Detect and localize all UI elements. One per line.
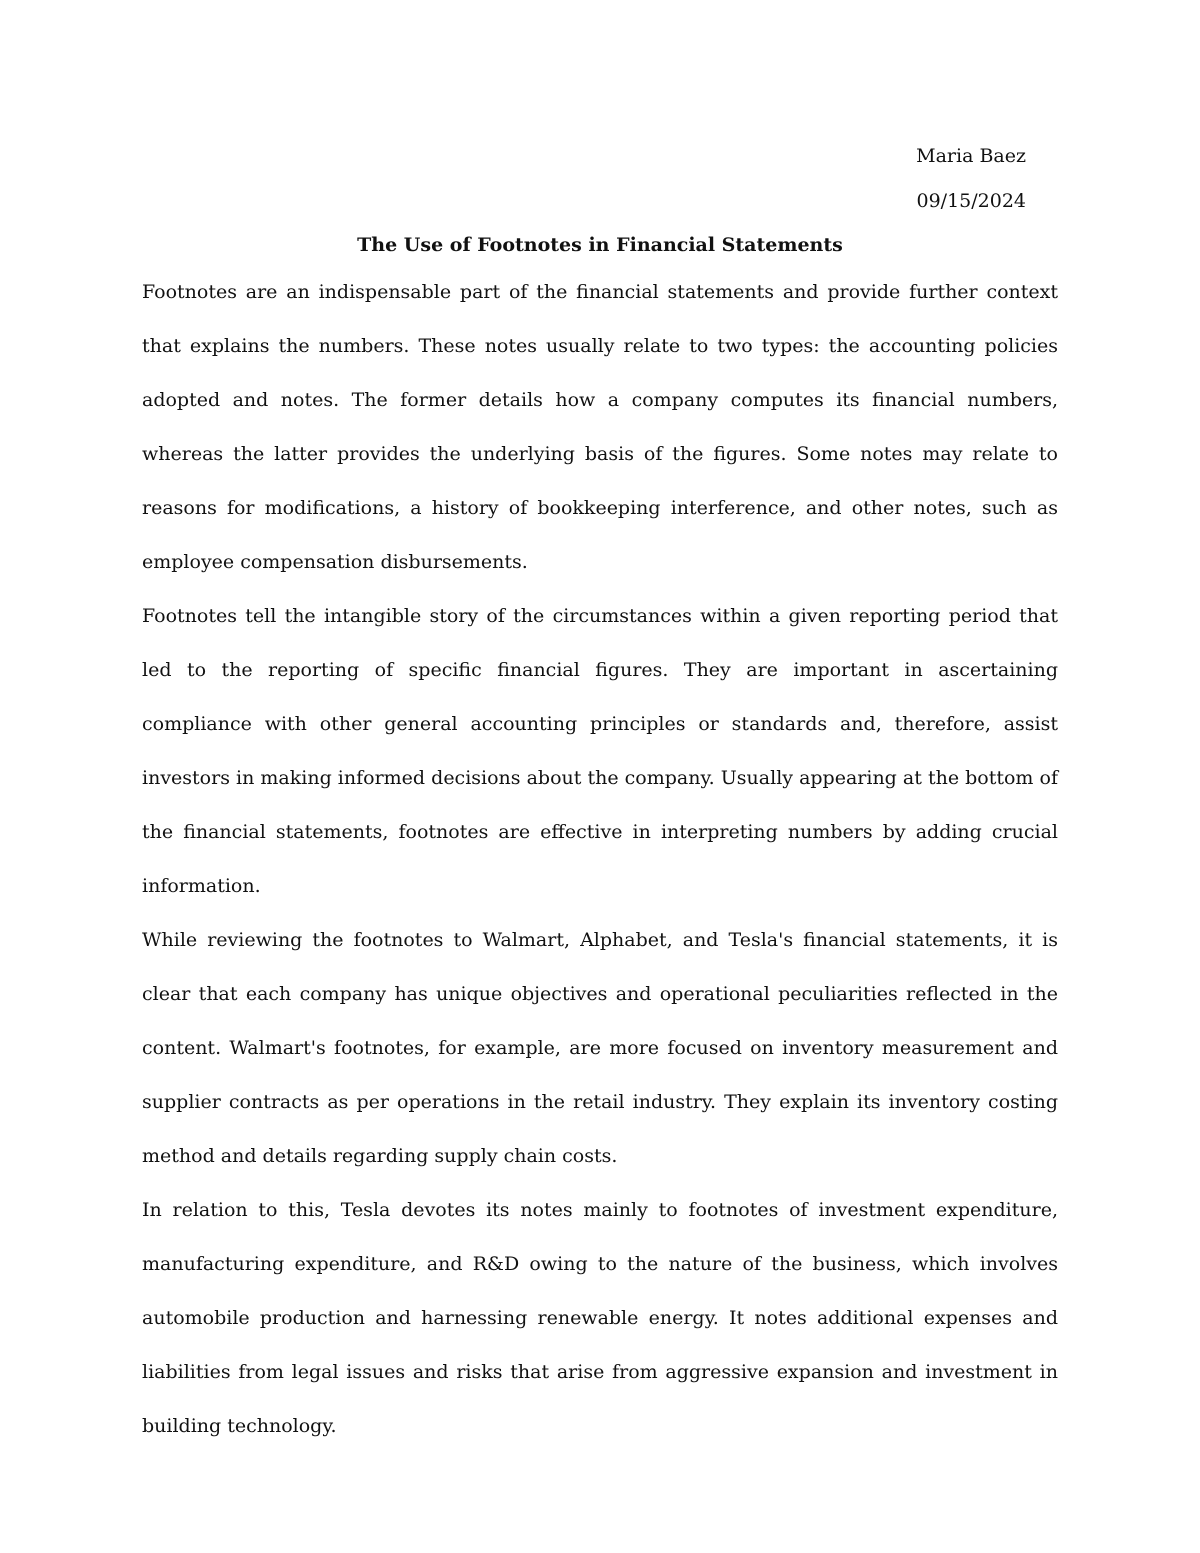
paragraph: In relation to this, Tesla devotes its notes mainly to footnotes of investment expenditure, manufacturing expenditure, and R&D owing to the nature of the business, which involves automobile production and harnessing renewable energy. It notes additional expenses and liabilities from legal issues and risks that arise from aggressive expansion and investment in building technology. — [142, 1199, 1058, 1437]
paragraph: Footnotes tell the intangible story of the circumstances within a given reporting period that led to the reporting of specific financial figures. They are important in ascertaining compliance with other general accounting principles or standards and, therefore, assist investors in making informed decisions about the company. Usually appearing at the bottom of the financial statements, footnotes are effective in interpreting numbers by adding crucial information. — [142, 605, 1058, 897]
author-name: Maria Baez — [916, 145, 1026, 167]
document-body — [142, 265, 1058, 1453]
document-date: 09/15/2024 — [916, 190, 1026, 212]
paragraph: Footnotes are an indispensable part of the financial statements and provide further context that explains the numbers. These notes usually relate to two types: the accounting policies adopted and notes. The former details how a company computes its financial numbers, whereas the latter provides the underlying basis of the figures. Some notes may relate to reasons for modifications, a history of bookkeeping interference, and other notes, such as employee compensation disbursements. — [142, 281, 1058, 573]
document-title: The Use of Footnotes in Financial Statements — [357, 234, 843, 256]
paragraph: While reviewing the footnotes to Walmart, Alphabet, and Tesla's financial statements, it is clear that each company has unique objectives and operational peculiarities reflected in the content. Walmart's footnotes, for example, are more focused on inventory measurement and supplier contracts as per operations in the retail industry. They explain its inventory costing method and details regarding supply chain costs. — [142, 929, 1058, 1167]
